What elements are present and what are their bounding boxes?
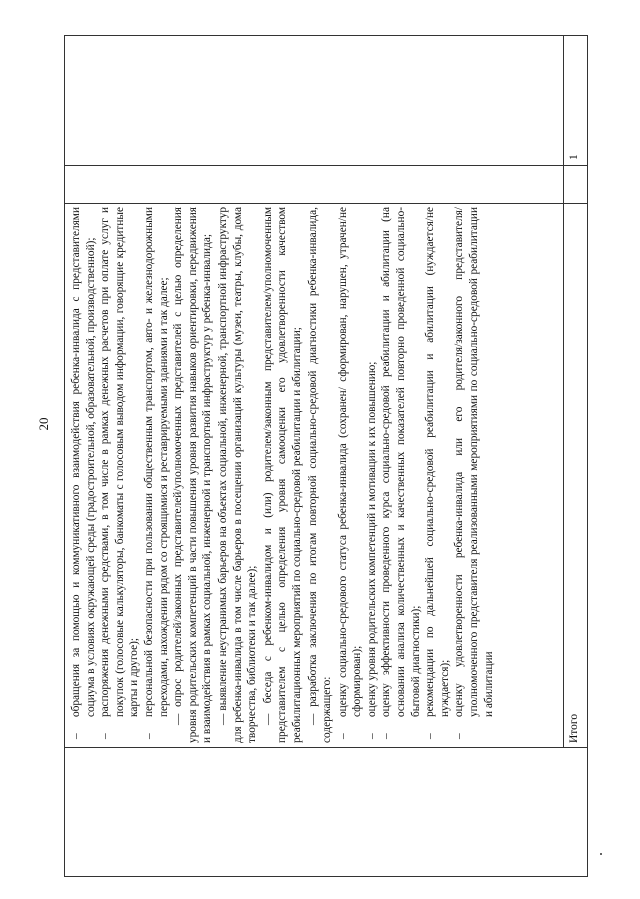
list-item-text: оценку эффективности проведенного курса социально-средовой реабилитации и абилитации (на основании анализа количественных и качественных показателей повторно проведенной социально-бытовой диагностики); <box>380 207 422 717</box>
list-item-text: обращения за помощью и коммуникативного взаимодействия ребенка-инвалида с представителями социума в условиях окружающей среды (градостроительной, образовательной, производственной); <box>70 207 97 717</box>
list-item <box>365 207 380 743</box>
total-label: Итого <box>568 713 580 743</box>
total-value: 1 <box>568 154 580 160</box>
dash-marker: – <box>99 733 112 739</box>
paragraph: — разработка заключения по итогам повторной социально-средовой диагностики ребенка-инвалида, содержащего: <box>306 207 334 743</box>
list-item-text: рекомендации по дальнейшей социально-средовой реабилитации и абилитации (нуждается/не нуждается); <box>424 207 451 717</box>
dash-marker: – <box>453 733 466 739</box>
dash-marker: – <box>70 733 82 739</box>
list-item <box>379 207 423 743</box>
dash-marker: – <box>424 733 437 739</box>
dash-marker: – <box>336 733 349 739</box>
dash-marker: – <box>365 733 378 739</box>
column-divider <box>65 165 587 166</box>
list-item <box>336 207 365 743</box>
scan-speck <box>600 853 602 855</box>
column-divider <box>65 203 587 204</box>
dash-marker: – <box>380 733 393 739</box>
list-item <box>452 207 496 743</box>
list-item-text: оценку удовлетворенности ребенка-инвалида или его родителя/законного представителя/уполномоченного представителя реализованными мероприятиями по социально-средовой реабилитации и абилитации <box>453 207 495 717</box>
list-item-text: персональной безопасности при пользовании общественным транспортом, авто- и железнодорожными переходами, нахождении рядом со строящимися и реставрируемыми зданиями и так далее; <box>142 207 170 717</box>
list-item <box>423 207 452 743</box>
list-item-text: оценку уровня родительских компетенций и мотивации к их повышению; <box>365 361 378 717</box>
list-item <box>142 207 171 743</box>
list-item-text: распоряжения денежными средствами, в том числе в рамках денежных расчетов при оплате услуг и покупок (голосовые калькуляторы, банкоматы с голосовым выводом информации, говорящие кредитные карты и другое); <box>99 207 141 717</box>
total-row-divider <box>563 36 564 748</box>
column-divider <box>65 747 587 748</box>
paragraph: — опрос родителей/законных представителей/уполномоченных представителей с целью определения уровня родительских компетенций в части повышения уровня развития навыков ориентировки, передвижения и взаимодействия в рамках социальной, инженерной и транспортной инфраструктур у ребенка-инвалида; <box>172 207 214 743</box>
dash-marker: – <box>142 733 155 739</box>
rotated-table-sheet <box>64 35 588 877</box>
list-item-text: оценку социально-средового статуса ребенка-инвалида (сохранен/ сформирован, нарушен, утрачен/не сформирован); <box>336 207 364 717</box>
document-page: 20 – обращения за помощью и коммуникативного взаимодействия ребенка-инвалида с представителями социума в условиях окружающей среды (градостроительной, образовательной, производственной); – распоряжения денежными средствами, в том числе в рамках денежных расчетов при оплате услуг и покупок (голосовые калькуляторы, банкоматы с голосовым выводом информации, говорящие кредитные карты и другое); – персональной безопасности при пользовании общественным транспортом, авто- и железнодорожными переходами, нахождении рядом со строящимися и реставрируемыми зданиями и так далее; — опрос родителей/законных представителей/уполномоченных представителей с целью определения уровня родительских компетенций в части повышения уровня развития навыков ориентировки, передвижения и взаимодействия в рамках социальной, инженерной и транспортной инфраструктур у ребенка-инвалида; — выявление неустранимых барьеров на объектах социальной, инженерной, транспортной инфраструктур для ребенка-инвалида в том числе барьеров в посещении организаций культуры (музеи, театры, клубы, дома творчества, библиотеки и так далее); — беседа с ребенком-инвалидом и (или) родителем/законным представителем/уполномоченным представителем с целью определения уровня самооценки его удовлетворенности качеством реабилитационных мероприятий по социально-средовой реабилитации и абилитации; — разработка заключения по итогам повторной социально-средовой диагностики ребенка-инвалида, содержащего: – оценку социально-средового статуса ребенка-инвалида (сохранен/ сформирован, нарушен, утрачен/не сформирован); – оценку уровня родительских компетенций и мотивации к их повышению; – оценку эффективности проведенного курса социально-средовой реабилитации и абилитации (на основании анализа количественных и качественных показателей повторно проведенной социально-бытовой диагностики); – рекомендации по дальнейшей социально-средовой реабилитации и абилитации (нуждается/не нуждается); – оценку удовлетворенности ребенка-инвалида или его родителя/законного представителя/уполномоченного представителя реализованными мероприятиями по социально-средовой реабилитации и абилитации Итого 1 <box>0 0 640 899</box>
paragraph: — выявление неустранимых барьеров на объектах социальной, инженерной, транспортной инфраструктур для ребенка-инвалида в том числе барьеров в посещении организаций культуры (музеи, театры, клубы, дома творчества, библиотеки и так далее); <box>216 207 259 743</box>
list-item <box>98 207 142 743</box>
list-item <box>69 207 98 743</box>
table-frame <box>64 35 588 877</box>
paragraph: — беседа с ребенком-инвалидом и (или) родителем/законным представителем/уполномоченным представителем с целью определения уровня самооценки его удовлетворенности качеством реабилитационных мероприятий по социально-средовой реабилитации и абилитации; <box>261 207 303 743</box>
table-cell-content <box>69 207 563 743</box>
